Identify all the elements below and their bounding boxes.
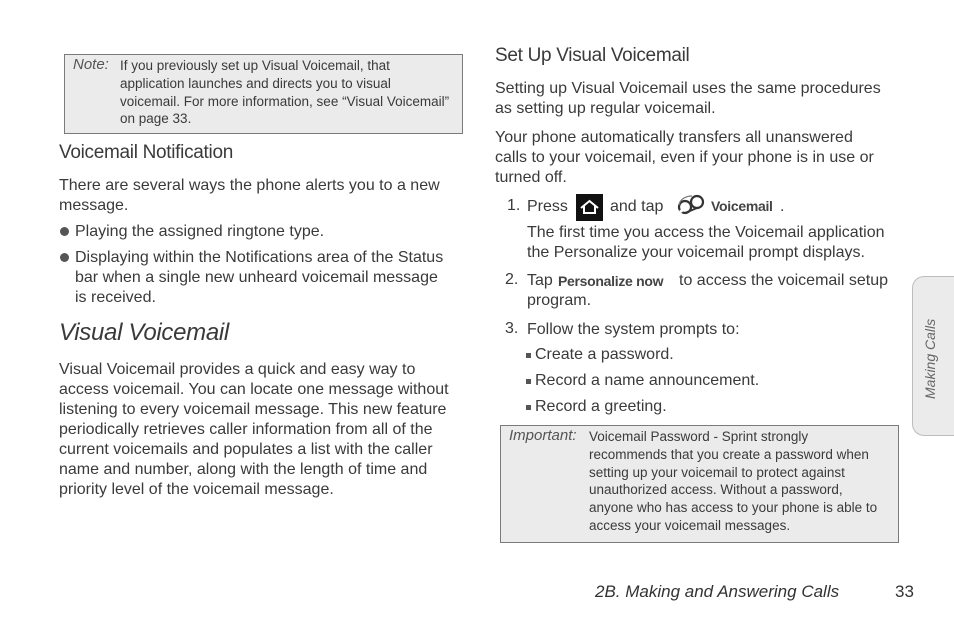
- important-label: Important:: [509, 427, 577, 444]
- step1-press-text: Press: [527, 198, 568, 215]
- sub-list-item: Record a greeting.: [535, 398, 667, 415]
- list-item-line: Displaying within the Notifications area of the Status: [75, 249, 444, 266]
- note-label: Note:: [73, 56, 109, 73]
- body-line: access voicemail. You can locate one message without: [59, 381, 449, 398]
- setup-line: Setting up Visual Voicemail uses the same procedures: [495, 80, 881, 97]
- body-line: listening to every voicemail message. This new feature: [59, 401, 447, 418]
- footer-section-title: 2B. Making and Answering Calls: [595, 582, 840, 601]
- square-bullet-icon: [526, 353, 531, 358]
- personalize-now-label: Personalize now: [558, 273, 664, 289]
- step3-text: Follow the system prompts to:: [527, 321, 740, 338]
- step1-period: .: [780, 198, 785, 215]
- list-item-line: bar when a single new unheard voicemail message: [75, 269, 438, 286]
- step-number: 1.: [507, 197, 521, 214]
- body-line: current voicemails and populates a list with the caller: [59, 441, 433, 458]
- step2-rest-text: to access the voicemail setup: [679, 272, 888, 289]
- list-item-line: is received.: [75, 289, 156, 306]
- important-line: setting up your voicemail to protect against: [589, 464, 845, 480]
- body-line: periodically retrieves caller information from all of the: [59, 421, 433, 438]
- setup-line: as setting up regular voicemail.: [495, 100, 716, 117]
- step-number: 2.: [505, 271, 519, 288]
- sub-list-item: Record a name announcement.: [535, 372, 760, 389]
- step1-followup: [527, 223, 907, 263]
- square-bullet-icon: [526, 405, 531, 410]
- important-text: [589, 428, 889, 535]
- visual-voicemail-heading: Visual Voicemail: [59, 319, 229, 346]
- step2-tap-text: Tap: [527, 272, 553, 289]
- body-line: Visual Voicemail provides a quick and easy way to: [59, 361, 416, 378]
- sub-list-item: Create a password.: [535, 346, 674, 363]
- note-line: voicemail. For more information, see “Visual Voicemail”: [120, 93, 450, 109]
- setup-line: Your phone automatically transfers all unanswered: [495, 129, 853, 146]
- important-line: Voicemail Password - Sprint strongly: [589, 429, 809, 444]
- setup-paragraph-2: [495, 128, 905, 188]
- note-line: application launches and directs you to visual: [120, 75, 391, 91]
- step-number: 3.: [505, 320, 519, 337]
- intro-line: message.: [59, 197, 129, 214]
- important-line: recommends that you create a password when: [589, 446, 869, 462]
- important-line: access your voicemail messages.: [589, 517, 791, 533]
- square-bullet-icon: [526, 379, 531, 384]
- important-line: unauthorized access. Without a password,: [589, 482, 843, 498]
- body-line: priority level of the voicemail message.: [59, 481, 334, 498]
- page-number: 33: [895, 582, 914, 601]
- voicemail-icon: [676, 193, 706, 219]
- list-item: [75, 222, 475, 242]
- voicemail-notification-intro: [59, 176, 469, 216]
- home-icon: [576, 194, 603, 221]
- step1-and-tap-text: and tap: [610, 198, 664, 215]
- important-line: anyone who has access to your phone is able to: [589, 500, 878, 516]
- list-item: [75, 248, 475, 308]
- chapter-side-tab-label: Making Calls: [922, 318, 938, 399]
- visual-voicemail-body: [59, 360, 479, 500]
- voicemail-app-label: Voicemail: [711, 198, 773, 214]
- body-line: name and number, along with the length of time and: [59, 461, 428, 478]
- bullet-icon: [60, 253, 69, 262]
- setup-line: calls to your voicemail, even if your phone is in use or: [495, 149, 874, 166]
- intro-line: There are several ways the phone alerts you to a new: [59, 177, 440, 194]
- followup-line: the Personalize your voicemail prompt displays.: [527, 244, 865, 261]
- setup-paragraph-1: [495, 79, 905, 119]
- note-text: [120, 57, 456, 128]
- step2-line2: program.: [527, 292, 592, 309]
- setup-heading: Set Up Visual Voicemail: [495, 45, 690, 66]
- setup-line: turned off.: [495, 169, 567, 186]
- note-line: If you previously set up Visual Voicemail, that: [120, 58, 390, 73]
- list-item-line: Playing the assigned ringtone type.: [75, 223, 325, 240]
- voicemail-notification-heading: Voicemail Notification: [59, 142, 233, 163]
- followup-line: The first time you access the Voicemail application: [527, 224, 885, 241]
- note-line: on page 33.: [120, 111, 192, 127]
- bullet-icon: [60, 227, 69, 236]
